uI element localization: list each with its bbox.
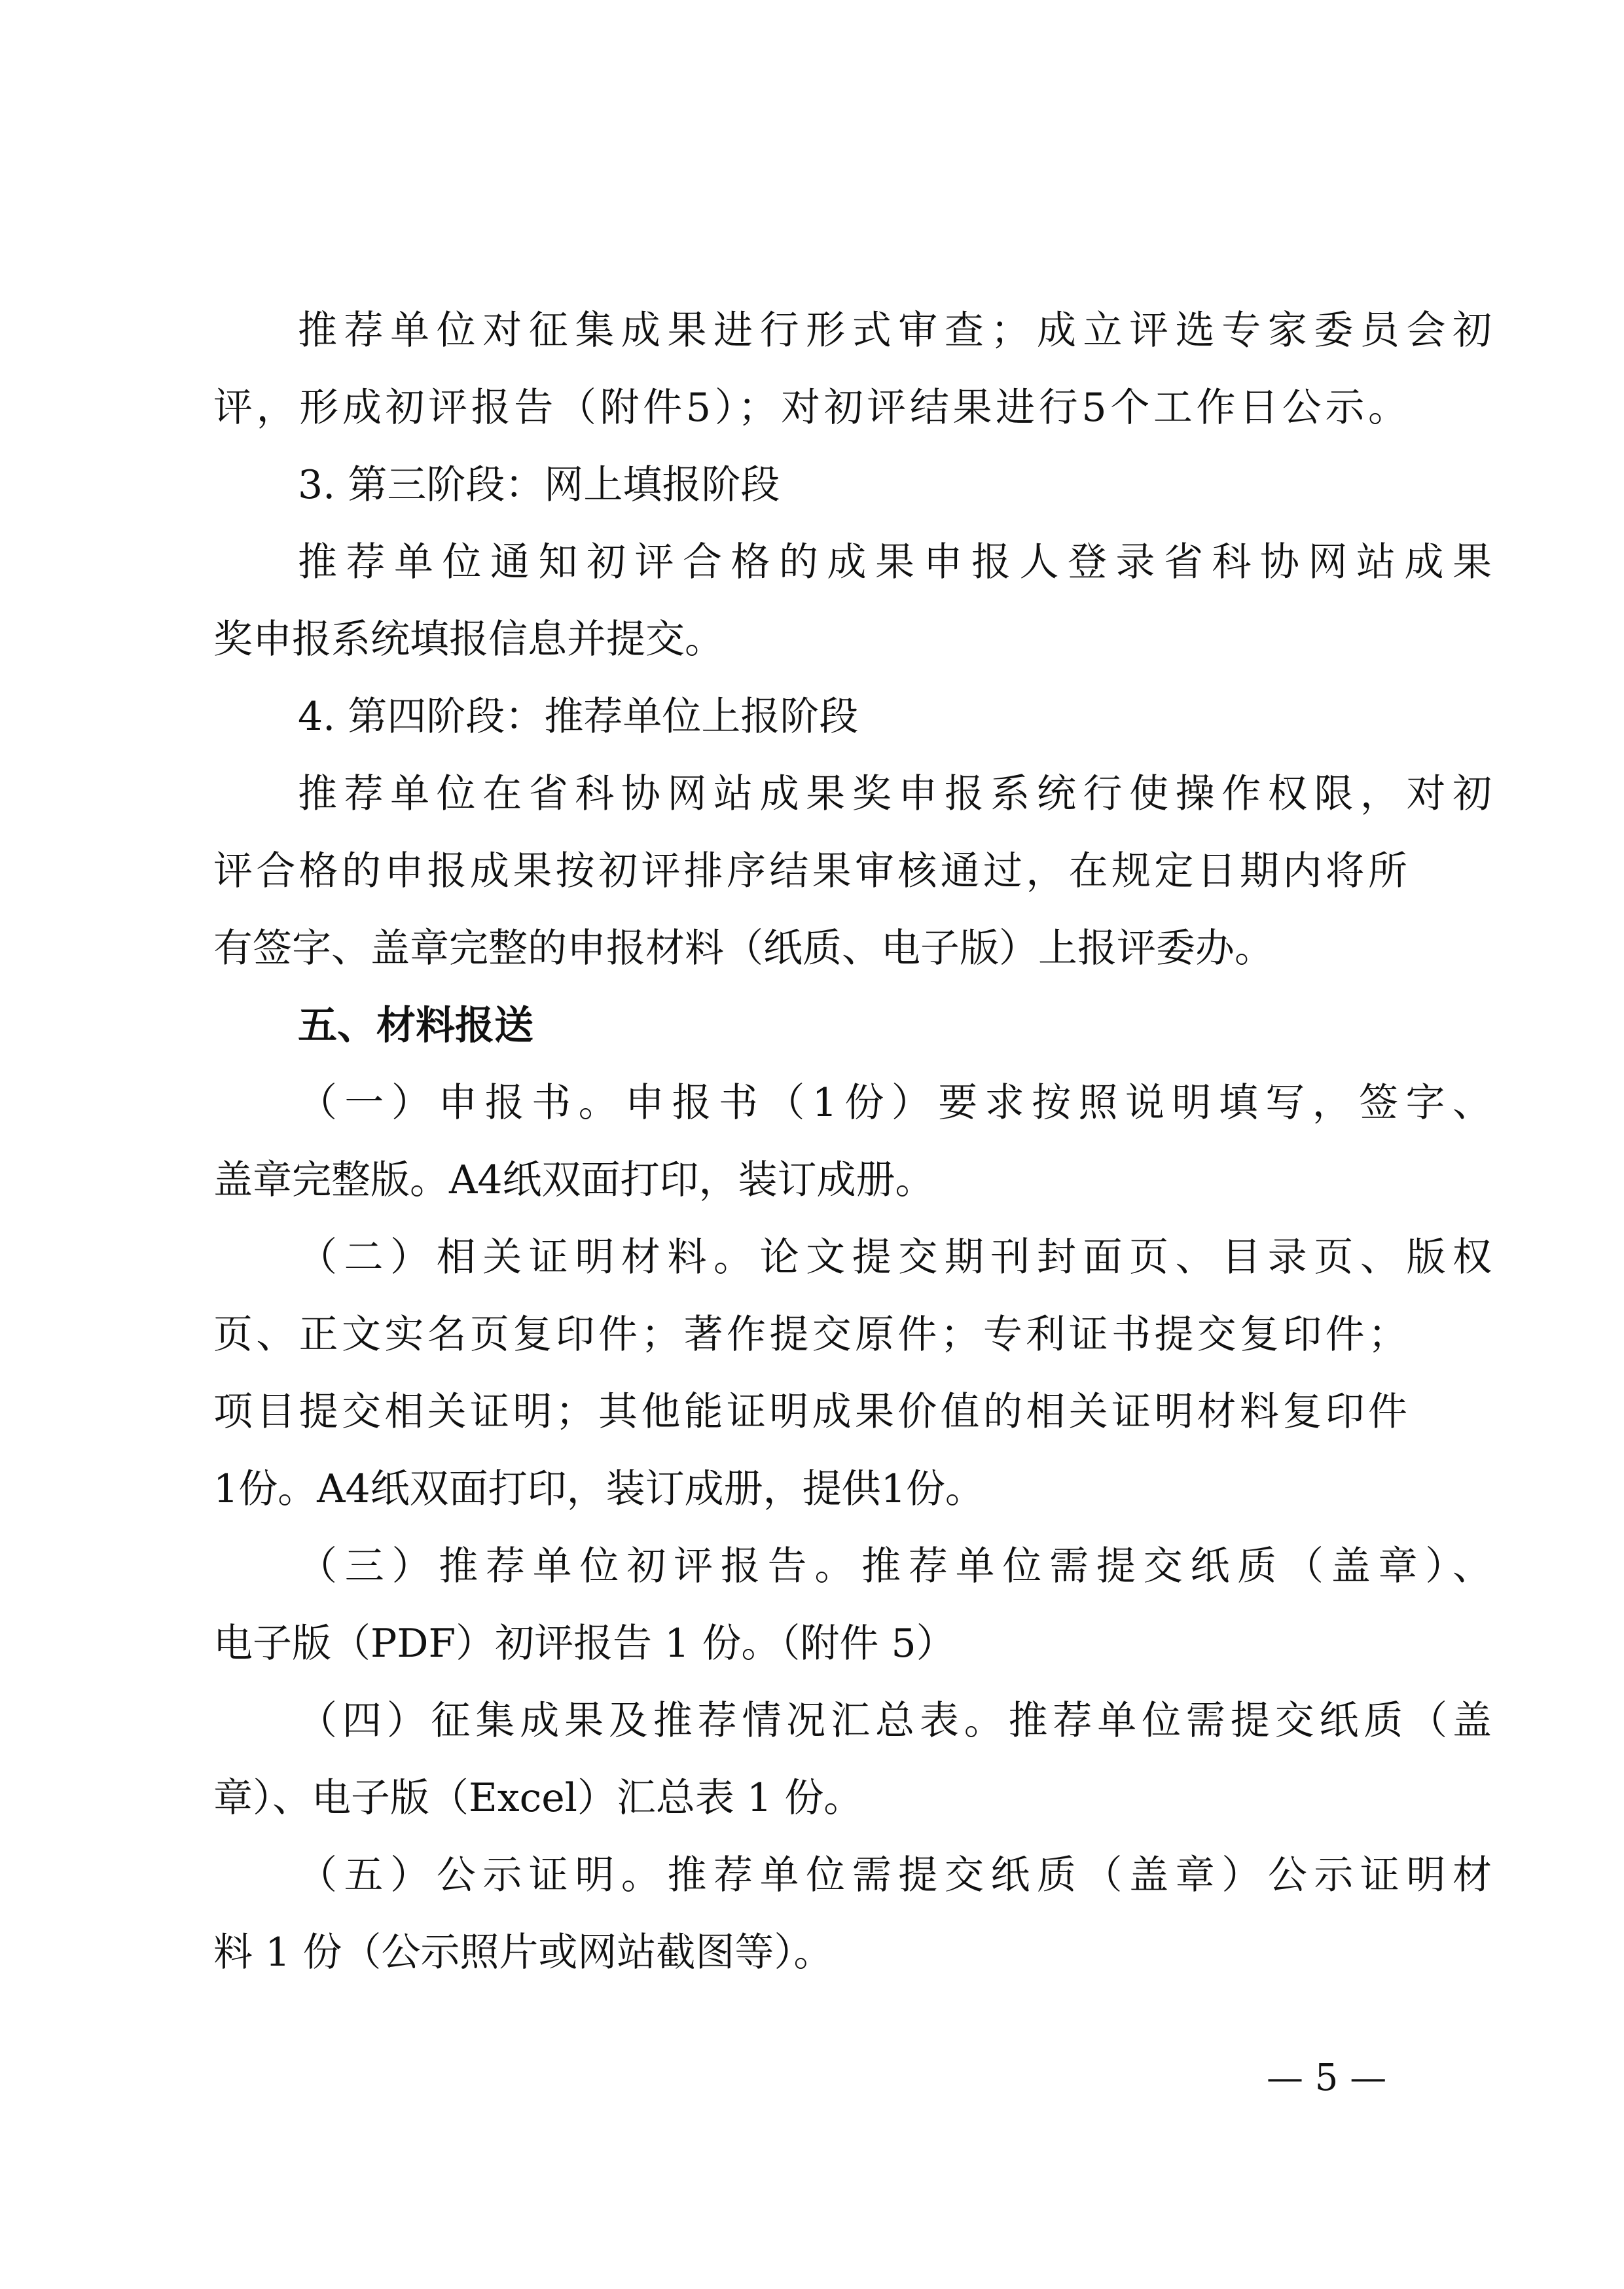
text-line: （四）征集成果及推荐情况汇总表。推荐单位需提交纸质（盖 [298, 1698, 1492, 1744]
text-line: 有签字、盖章完整的申报材料（纸质、电子版）上报评委办。 [213, 926, 1274, 971]
text-line: 推荐单位在省科协网站成果奖申报系统行使操作权限，对初 [298, 771, 1492, 817]
text-line: （三）推荐单位初评报告。推荐单位需提交纸质（盖章）、 [298, 1543, 1492, 1589]
text-line: 料 1 份（公示照片或网站截图等）。 [213, 1930, 833, 1975]
text-line: 推荐单位通知初评合格的成果申报人登录省科协网站成果 [298, 539, 1492, 585]
text-line: 项目提交相关证明；其他能证明成果价值的相关证明材料复印件 [213, 1389, 1407, 1435]
section-heading-materials: 五、材料报送 [298, 1003, 533, 1049]
text-line: 章）、电子版（Excel）汇总表 1 份。 [213, 1775, 863, 1821]
text-line: 电子版（PDF）初评报告 1 份。（附件 5） [213, 1621, 956, 1667]
section-heading-stage-4: 4. 第四阶段：推荐单位上报阶段 [298, 694, 859, 740]
text-line: 页、正文实名页复印件；著作提交原件；专利证书提交复印件； [213, 1312, 1407, 1358]
text-line: 盖章完整版。A4纸双面打印，装订成册。 [213, 1157, 935, 1203]
text-line: （二）相关证明材料。论文提交期刊封面页、目录页、版权 [298, 1235, 1492, 1280]
text-line: 评，形成初评报告（附件5）；对初评结果进行5个工作日公示。 [213, 385, 1407, 431]
text-line: 奖申报系统填报信息并提交。 [213, 617, 724, 662]
text-line: 1份。A4纸双面打印，装订成册，提供1份。 [213, 1466, 984, 1512]
text-line: 评合格的申报成果按初评排序结果审核通过，在规定日期内将所 [213, 848, 1407, 894]
text-line: （一）申报书。申报书（1份）要求按照说明填写，签字、 [298, 1080, 1492, 1126]
section-heading-stage-3: 3. 第三阶段：网上填报阶段 [298, 462, 780, 508]
text-line: 推荐单位对征集成果进行形式审查；成立评选专家委员会初 [298, 308, 1492, 353]
page-number: — 5 — [1267, 2057, 1387, 2099]
text-line: （五）公示证明。推荐单位需提交纸质（盖章）公示证明材 [298, 1852, 1492, 1898]
